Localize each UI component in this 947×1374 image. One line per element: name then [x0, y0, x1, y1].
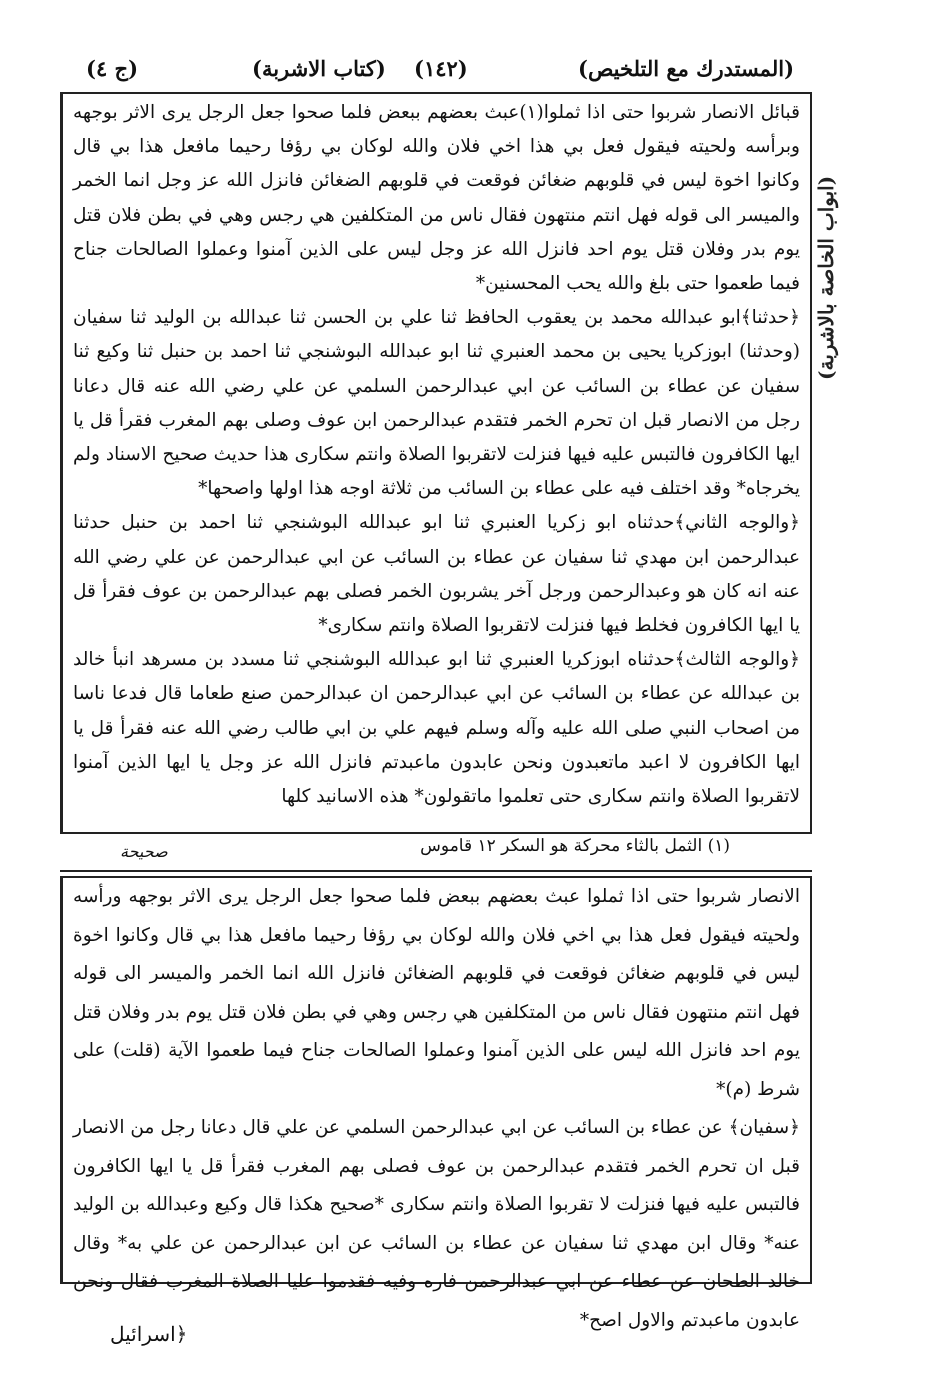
main-text	[63, 96, 810, 814]
summary-text	[63, 878, 810, 1340]
volume-number: (ج ٤)	[86, 56, 139, 81]
catchword: ﴿اسرائيل	[110, 1322, 188, 1346]
summary-text-frame	[60, 876, 812, 1331]
summary-paragraph: ﴿سفيان﴾ عن عطاء بن السائب عن ابي عبدالرحمن السلمي عن علي قال دعانا رجل من الانصار قبل ان تحرم الخمر فتقدم عبدالرحمن بن عوف فصلى بهم المغرب فقرأ قل يا ايها الكافرون فالتبس عليه فيها فنزلت لا تقربوا الصلاة وانتم سكارى *صحيح هكذا قال وكيع وعبدالله بن الوليد عنه* وقال ابن مهدي ثنا سفيان عن عطاء بن السائب عن ابن عبدالرحمن عن علي به* وقال خالد الطحان عن عطاء عن ابي عبدالرحمن فاره وفيه فقدموا عليا الصلاة المغرب فقال ونحن عابدون ماعبدتم والاول اصح*	[73, 1117, 800, 1331]
main-text-frame	[60, 92, 812, 834]
main-paragraph: ﴿والوجه الثاني﴾حدثناه ابو زكريا العنبري ثنا ابو عبدالله البوشنجي ثنا احمد بن حنبل حدثنا عبدالرحمن ابن مهدي ثنا سفيان عن عطاء بن السائب عن ابي عبدالرحمن عن علي رضي الله عنه انه كان هو وعبدالرحمن ورجل آخر يشربون الخمر فصلى بهم عبدالرحمن بن عوف فقرأ قل يا ايها الكافرون فخلط فيها فنزلت لاتقربوا الصلاة وانتم سكارى*	[73, 512, 800, 637]
divider	[60, 870, 812, 872]
footnote-text: (١) الثمل بالثاء محركة هو السكر ١٢ قاموس	[420, 836, 730, 856]
page-header	[62, 52, 802, 92]
summary-label: صحيحة	[120, 842, 168, 861]
footnote-area	[60, 834, 812, 874]
summary-paragraph: الانصار شربوا حتى اذا ثملوا عبث بعضهم ببعض فلما صحوا جعل الرجل يرى الاثر بوجهه ورأسه ولحيته فيقول فعل هذا بي اخي فلان والله لوكان بي رؤفا رحيما مافعل هذا بي قال وكانوا اخوة ليس في قلوبهم ضغائن فوقعت في قلوبهم الضغائن فانزل الله انما الخمر والميسر الى قوله فهل انتم منتهون فقال ناس من المتكلفين هي رجس وهي في بطن فلان قتل يوم بدر وفلان قتل يوم احد فانزل الله ليس على الذين آمنوا وعملوا الصالحات جناح فيما طعموا الآية (قلت) على شرط (م)*	[73, 886, 800, 1100]
main-paragraph: ﴿والوجه الثالث﴾حدثناه ابوزكريا العنبري ثنا ابو عبدالله البوشنجي ثنا مسدد بن مسرهد انبأ خالد بن عبدالله عن عطاء بن السائب عن ابي عبدالرحمن ان عبدالرحمن صنع طعاما قال فدعا ناسا من اصحاب النبي صلى الله عليه وآله وسلم فيهم علي بن ابي طالب رضي الله عنه فقرأ قل يا ايها الكافرون لا اعبد ماتعبدون ونحن عابدون ماعبدتم فانزل الله عز وجل يا ايها الذين آمنوا لاتقربوا الصلاة وانتم سكارى حتى تعلموا ماتقولون* هذه الاسانيد كلها	[73, 649, 800, 808]
main-paragraph: قبائل الانصار شربوا حتى اذا ثملوا(١)عبث بعضهم ببعض فلما صحوا جعل الرجل يرى الاثر بوجهه وبرأسه ولحيته فيقول فعل بي هذا اخي فلان والله لوكان بي رؤفا رحيما مافعل هذا بي قال وكانوا اخوة ليس في قلوبهم ضغائن فوقعت في قلوبهم الضغائن فانزل الله عز وجل انما الخمر والميسر الى قوله فهل انتم منتهون فقال ناس من المتكلفين هي رجس وهي في بطن فلان قتل يوم بدر وفلان قتل يوم احد فانزل الله عز وجل ليس على الذين آمنوا وعملوا الصالحات جناح فيما طعموا حتى بلغ والله يحب المحسنين*	[73, 102, 800, 295]
margin-note: (ابواب الخاصة بالاشربة)	[814, 175, 838, 380]
main-paragraph: ﴿حدثنا﴾ابو عبدالله محمد بن يعقوب الحافظ ثنا علي بن الحسن ثنا عبدالله بن الوليد ثنا سفيان (وحدثنا) ابوزكريا يحيى بن محمد العنبري ثنا ابو عبدالله البوشنجي ثنا احمد بن حنبل ثنا وكيع ثنا سفيان عن عطاء بن السائب عن ابي عبدالرحمن السلمي عن علي رضي الله عنه قال دعانا رجل من الانصار قبل ان تحرم الخمر فتقدم عبدالرحمن ابن عوف وصلى بهم المغرب فقرأ قل يا ايها الكافرون فالتبس عليه فيها فنزلت لاتقربوا الصلاة وانتم سكارى هذا حديث صحيح الاسناد ولم يخرجاه* وقد اختلف فيه على عطاء بن السائب من ثلاثة اوجه هذا اولها واصحها*	[73, 307, 800, 500]
running-title: (المستدرك مع التلخيص)	[578, 56, 794, 81]
page-number: (١٤٢)	[414, 56, 468, 81]
book-section-title: (كتاب الاشربة)	[252, 56, 386, 81]
